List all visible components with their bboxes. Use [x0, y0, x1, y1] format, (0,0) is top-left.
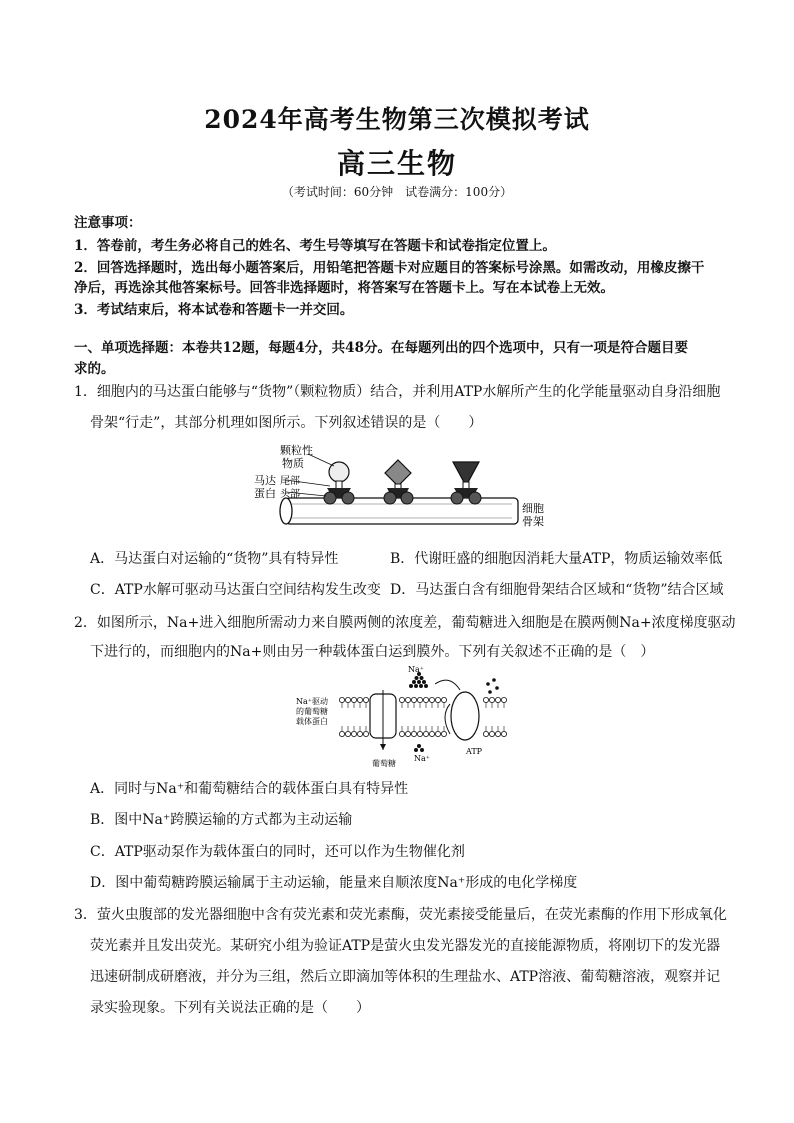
label-motor: 马达 [254, 474, 276, 487]
label-particle: 颗粒性 [280, 444, 313, 457]
label-motor-2: 蛋白 [254, 487, 276, 500]
label-na-bottom: Na⁺ [414, 754, 430, 763]
note-item: 2．回答选择题时，选出每小题答案后，用铅笔把答题卡对应题目的答案标号涂黑。如需改动，用橡皮擦干 [74, 260, 705, 276]
q2-option-d[interactable]: D．图中葡萄糖跨膜运输属于主动运输，能量来自顺浓度Na⁺形成的电化学梯度 [90, 875, 578, 891]
exam-info: （考试时间：60分钟 试卷满分：100分） [281, 185, 513, 199]
exam-subtitle: 高三生物 [336, 147, 457, 180]
q3-stem-cont: 荧光素并且发出荧光。某研究小组为验证ATP是萤火虫发光器发光的直接能源物质，将刚切下的发光器 [90, 938, 721, 954]
note-item: 3．考试结束后，将本试卷和答题卡一并交回。 [74, 302, 354, 318]
label-na-top: Na⁺ [408, 665, 424, 674]
diamond-cargo [385, 460, 411, 486]
label-particle-2: 物质 [282, 457, 304, 470]
q3-stem-cont: 迅速研制成研磨液，并分为三组，然后立即滴加等体积的生理盐水、ATP溶液、葡萄糖溶液，观察并记 [90, 969, 721, 985]
label-atp: ATP [466, 747, 483, 756]
note-item: 1．答卷前，考生务必将自己的姓名、考生号等填写在答题卡和试卷指定位置上。 [74, 238, 556, 254]
label-skeleton: 细胞 [522, 502, 544, 515]
q2-stem: 2．如图所示，Na+进入细胞所需动力来自膜两侧的浓度差，葡萄糖进入细胞是在膜两侧Na+浓度梯度驱动 [74, 615, 736, 631]
membrane-bottom-layer [339, 726, 506, 737]
q2-membrane-transport-figure [290, 664, 520, 770]
membrane-top-layer [339, 697, 506, 708]
q2-option-b[interactable]: B．图中Na⁺跨膜运输的方式都为主动运输 [90, 812, 353, 828]
label-carrier-3: 载体蛋白 [296, 717, 328, 726]
section-heading: 一、单项选择题：本卷共12题，每题4分，共48分。在每题列出的四个选项中，只有一项是符合题目要 [74, 340, 688, 356]
na-ions-bottom [414, 744, 424, 752]
label-carrier-2: 的葡萄糖 [296, 707, 328, 716]
q1-motor-protein-figure [250, 440, 550, 540]
atp-pump [451, 692, 479, 740]
label-head: 头部 [280, 489, 300, 500]
na-ions-top [409, 672, 428, 688]
q3-stem: 3．萤火虫腹部的发光器细胞中含有荧光素和荧光素酶，荧光素接受能量后，在荧光素酶的作用下形成氧化 [74, 907, 727, 923]
exam-title: 2024年高考生物第三次模拟考试 [204, 105, 590, 134]
q1-stem: 1．细胞内的马达蛋白能够与“货物”（颗粒物质）结合，并利用ATP水解所产生的化学能量驱动自身沿细胞 [74, 384, 721, 400]
q1-stem-cont: 骨架“行走”，其部分机理如图所示。下列叙述错误的是（ ） [90, 415, 483, 431]
q1-option-a[interactable]: A．马达蛋白对运输的“货物”具有特异性 [90, 551, 339, 567]
note-item: 净后，再选涂其他答案标号。回答非选择题时，将答案写在答题卡上。写在本试卷上无效。 [74, 280, 614, 296]
label-skeleton-2: 骨架 [522, 515, 544, 528]
notes-heading: 注意事项： [74, 215, 142, 231]
q2-option-a[interactable]: A．同时与Na⁺和葡萄糖结合的载体蛋白具有特异性 [90, 781, 409, 797]
q1-option-b[interactable]: B．代谢旺盛的细胞因消耗大量ATP，物质运输效率低 [390, 551, 723, 567]
q2-option-c[interactable]: C．ATP驱动泵作为载体蛋白的同时，还可以作为生物催化剂 [90, 844, 465, 860]
q1-option-c[interactable]: C．ATP水解可驱动马达蛋白空间结构发生改变 [90, 582, 381, 598]
section-heading-cont: 求的。 [74, 361, 115, 377]
q1-option-d[interactable]: D．马达蛋白含有细胞骨架结合区域和“货物”结合区域 [390, 582, 724, 598]
q3-stem-cont: 录实验现象。下列有关说法正确的是（ ） [90, 1000, 370, 1016]
q2-stem-cont: 下进行的，而细胞内的Na+则由另一种载体蛋白运到膜外。下列有关叙述不正确的是（ ） [90, 644, 655, 660]
label-carrier-1: Na⁺驱动 [296, 697, 328, 706]
glucose-dots [486, 678, 499, 694]
label-tail: 尾部 [280, 476, 300, 487]
label-glucose: 葡萄糖 [372, 759, 396, 768]
